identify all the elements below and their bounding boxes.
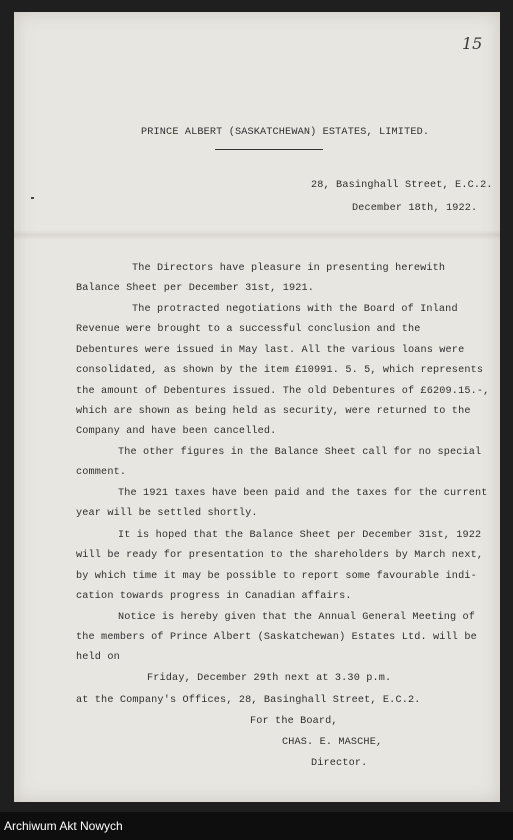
address-line: 28, Basinghall Street, E.C.2.: [311, 180, 493, 191]
page-number: 15: [462, 34, 483, 53]
signoff-line: For the Board,: [250, 716, 338, 727]
body-line: Notice is hereby given that the Annual General Meeting of: [118, 612, 476, 623]
meeting-time-line: Friday, December 29th next at 3.30 p.m.: [147, 673, 392, 684]
meeting-place-line: at the Company's Offices, 28, Basinghall Street, E.C.2.: [76, 695, 421, 706]
body-line: which are shown as being held as security, were returned to the: [76, 406, 471, 417]
body-line: the amount of Debentures issued. The old Debentures of £6209.15.-,: [76, 386, 490, 397]
body-line: cation towards progress in Canadian affairs.: [76, 591, 352, 602]
paper-fold: [14, 230, 500, 240]
body-line: Revenue were brought to a successful conclusion and the: [76, 324, 421, 335]
margin-mark: [31, 197, 34, 199]
body-line: consolidated, as shown by the item £10991. 5. 5, which represents: [76, 365, 484, 376]
body-line: by which time it may be possible to report some favourable indi-: [76, 571, 477, 582]
body-line: The Directors have pleasure in presenting herewith: [132, 263, 446, 274]
body-line: Balance Sheet per December 31st, 1921.: [76, 283, 315, 294]
letterhead-title: PRINCE ALBERT (SASKATCHEWAN) ESTATES, LIMITED.: [141, 127, 430, 138]
body-line: Company and have been cancelled.: [76, 426, 277, 437]
body-line: the members of Prince Albert (Saskatchewan) Estates Ltd. will be: [76, 632, 477, 643]
archive-footer: [0, 812, 513, 840]
body-line: The protracted negotiations with the Board of Inland: [132, 304, 458, 315]
title-underline: [215, 149, 323, 150]
signatory-title: Director.: [311, 758, 368, 769]
signatory-name: CHAS. E. MASCHE,: [282, 737, 383, 748]
body-line: It is hoped that the Balance Sheet per December 31st, 1922: [118, 530, 482, 541]
body-line: The 1921 taxes have been paid and the taxes for the current: [118, 488, 488, 499]
body-line: held on: [76, 652, 120, 663]
body-line: comment.: [76, 467, 127, 478]
body-line: Debentures were issued in May last. All the various loans were: [76, 345, 465, 356]
body-line: year will be settled shortly.: [76, 508, 258, 519]
body-line: will be ready for presentation to the shareholders by March next,: [76, 550, 484, 561]
archive-label: Archiwum Akt Nowych: [4, 819, 123, 833]
body-line: The other figures in the Balance Sheet call for no special: [118, 447, 482, 458]
date-line: December 18th, 1922.: [352, 203, 478, 214]
